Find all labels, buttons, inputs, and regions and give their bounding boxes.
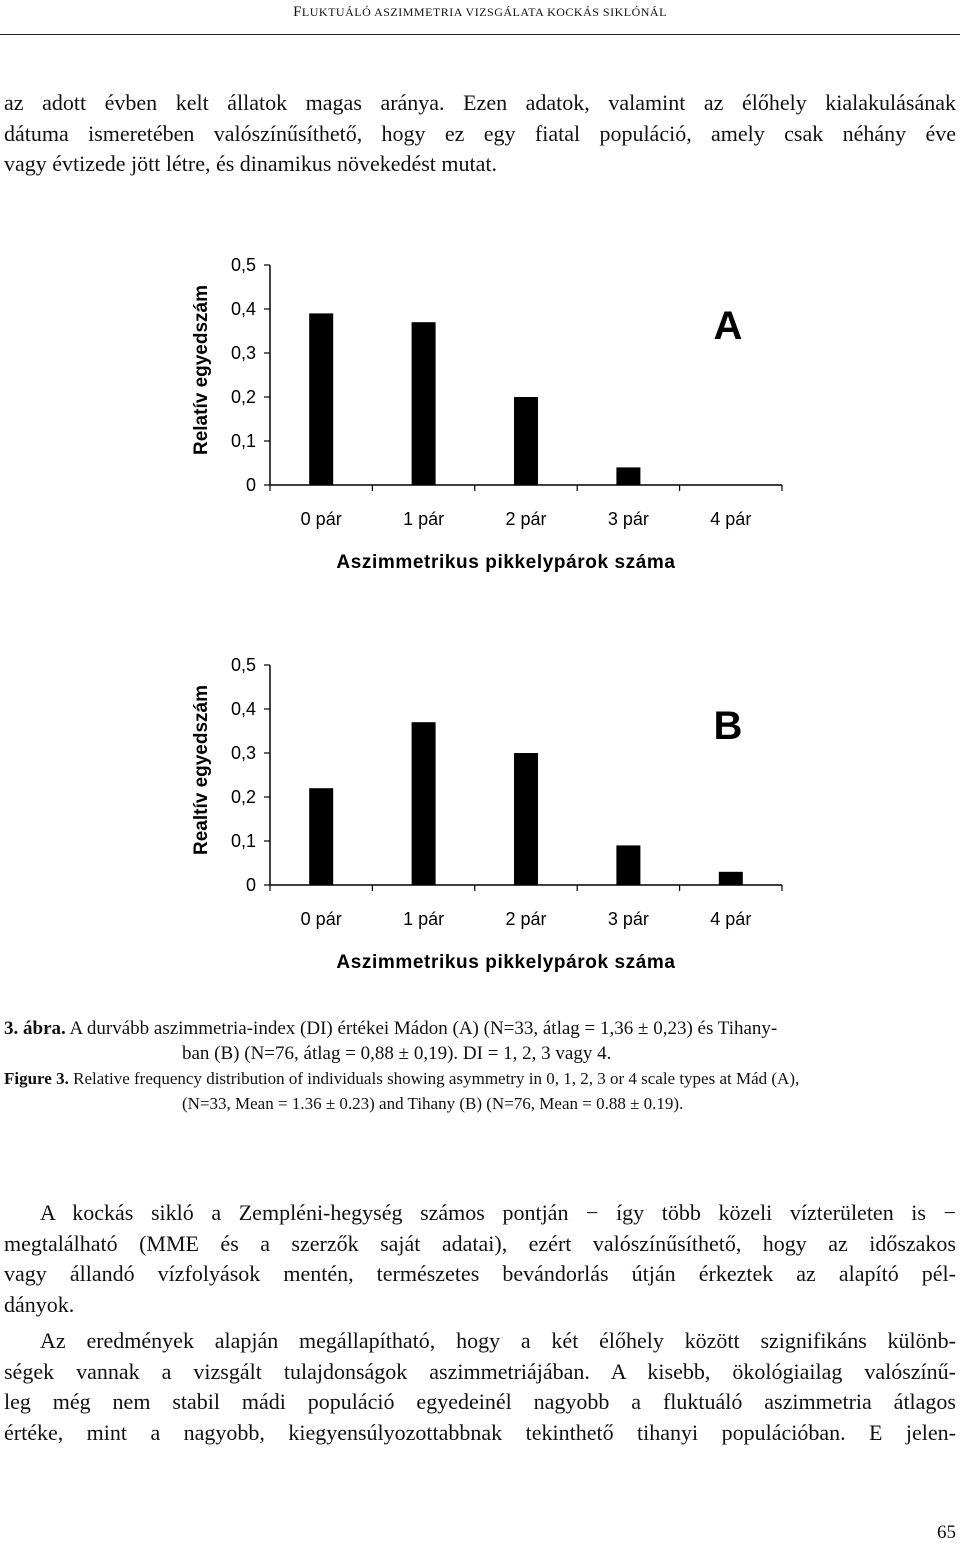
chart-b-bar [616, 845, 640, 885]
body-paragraph-2 [4, 1326, 956, 1448]
chart-a-y-axis-title: Relatív egyedszám [191, 284, 212, 456]
body-line: értéke, mint a nagyobb, kiegyensúlyozottabbnak tekinthető tihanyi populációban. E jelen- [4, 1419, 956, 1445]
chart-a-x-tick-label: 4 pár [710, 509, 752, 529]
chart-b-bar [514, 753, 538, 885]
chart-b-bar [719, 872, 743, 885]
chart-b-x-tick-label: 1 pár [403, 909, 445, 929]
caption-hu-text1: A durvább aszimmetria-index (DI) értékei Mádon (A) (N=33, átlag = 1,36 ± 0,23) és Tihany- [65, 1018, 778, 1039]
caption-en-text2: (N=33, Mean = 1.36 ± 0.23) and Tihany (B) (N=76, Mean = 0.88 ± 0.19). [182, 1094, 684, 1113]
chart-b-x-tick-label: 3 pár [607, 909, 649, 929]
body-line: Az eredmények alapján megállapítható, hogy a két élőhely között szignifikáns különb- [40, 1328, 956, 1353]
chart-a-x-tick-label: 0 pár [300, 509, 342, 529]
chart-b-y-tick-label: 0,1 [230, 831, 256, 851]
chart-a-y-tick-label: 0,1 [230, 431, 256, 451]
body-line: ségek vannak a vizsgált tulajdonságok aszimmetriájában. A kisebb, ökológiailag valószínű- [4, 1358, 956, 1384]
chart-b-y-tick-label: 0,3 [230, 743, 256, 763]
chart-b-x-tick-label: 2 pár [505, 909, 547, 929]
chart-a-x-tick-label: 1 pár [403, 509, 445, 529]
chart-b-panel-label: B [713, 704, 743, 748]
chart-a-x-tick-label: 3 pár [607, 509, 649, 529]
body-line: megtalálható (MME és a szerzők saját adatai), ezért valószínűsíthető, hogy az időszakos [4, 1230, 956, 1256]
intro-paragraph [4, 88, 956, 180]
chart-b-y-tick-label: 0 [245, 875, 256, 895]
chart-b-x-tick-label: 4 pár [710, 909, 752, 929]
body-line: vagy állandó vízfolyások mentén, természetes bevándorlás útján érkeztek az alapító pél- [4, 1261, 956, 1286]
chart-b-bar [412, 722, 436, 885]
chart-b-x-axis-title: Aszimmetrikus pikkelypárok száma [336, 952, 676, 973]
caption-en-row1 [4, 1066, 956, 1091]
caption-en-label: Figure 3. [4, 1069, 69, 1088]
chart-b-y-tick-label: 0,4 [230, 699, 256, 719]
chart-a-bar [412, 322, 436, 485]
body-line: leg még nem stabil mádi populáció egyedeinél nagyobb a fluktuáló aszimmetria átlagos [4, 1389, 956, 1414]
caption-hu-label: 3. ábra. [4, 1018, 66, 1039]
chart-a-y-tick-label: 0,2 [230, 387, 256, 407]
caption-hu-text2: ban (B) (N=76, átlag = 0,88 ± 0,19). DI = 1, 2, 3 vagy 4. [182, 1043, 612, 1064]
figure-caption [4, 1016, 956, 1116]
running-head-rest: LUKTUÁLÓ ASZIMMETRIA VIZSGÁLATA KOCKÁS SIKLÓNÁL [301, 5, 667, 19]
chart-b-x-tick-label: 0 pár [300, 909, 342, 929]
running-head [0, 4, 960, 21]
caption-hu-row1 [4, 1016, 956, 1041]
chart-a-panel-label: A [713, 304, 743, 348]
intro-line: az adott évben kelt állatok magas aránya. Ezen adatok, valamint az élőhely kialakulásának [4, 90, 956, 115]
caption-en-text1: Relative frequency distribution of individuals showing asymmetry in 0, 1, 2, 3 or 4 scale types at Mád (A), [68, 1069, 800, 1088]
chart-a-y-tick-label: 0,5 [230, 255, 256, 275]
chart-a [0, 240, 960, 580]
body-paragraph-1 [4, 1198, 956, 1320]
body-line: dányok. [4, 1291, 75, 1317]
chart-a-y-tick-label: 0 [245, 475, 256, 495]
chart-a-y-tick-label: 0,4 [230, 299, 256, 319]
chart-a-x-axis-title: Aszimmetrikus pikkelypárok száma [336, 552, 676, 573]
running-head-initial: F [293, 4, 302, 20]
page-number: 65 [937, 1522, 956, 1543]
intro-line: vagy évtizede jött létre, és dinamikus növekedést mutat. [4, 151, 498, 176]
chart-b-y-tick-label: 0,5 [230, 655, 256, 675]
chart-a-bar [309, 313, 333, 485]
intro-line: dátuma ismeretében valószínűsíthető, hogy ez egy fiatal populáció, amely csak néhány éve [4, 120, 956, 146]
chart-b-y-tick-label: 0,2 [230, 787, 256, 807]
chart-b-svg [0, 640, 960, 980]
chart-a-y-tick-label: 0,3 [230, 343, 256, 363]
header-rule [0, 34, 960, 35]
chart-a-svg [0, 240, 960, 580]
chart-b-y-axis-title: Realtív egyedszám [191, 684, 212, 856]
chart-a-x-tick-label: 2 pár [505, 509, 547, 529]
chart-b-bar [309, 788, 333, 885]
chart-a-bar [616, 467, 640, 485]
body-line: A kockás sikló a Zempléni-hegység számos pontján − így több közeli vízterületen is − [40, 1200, 956, 1225]
chart-a-bar [514, 397, 538, 485]
chart-b [0, 640, 960, 980]
